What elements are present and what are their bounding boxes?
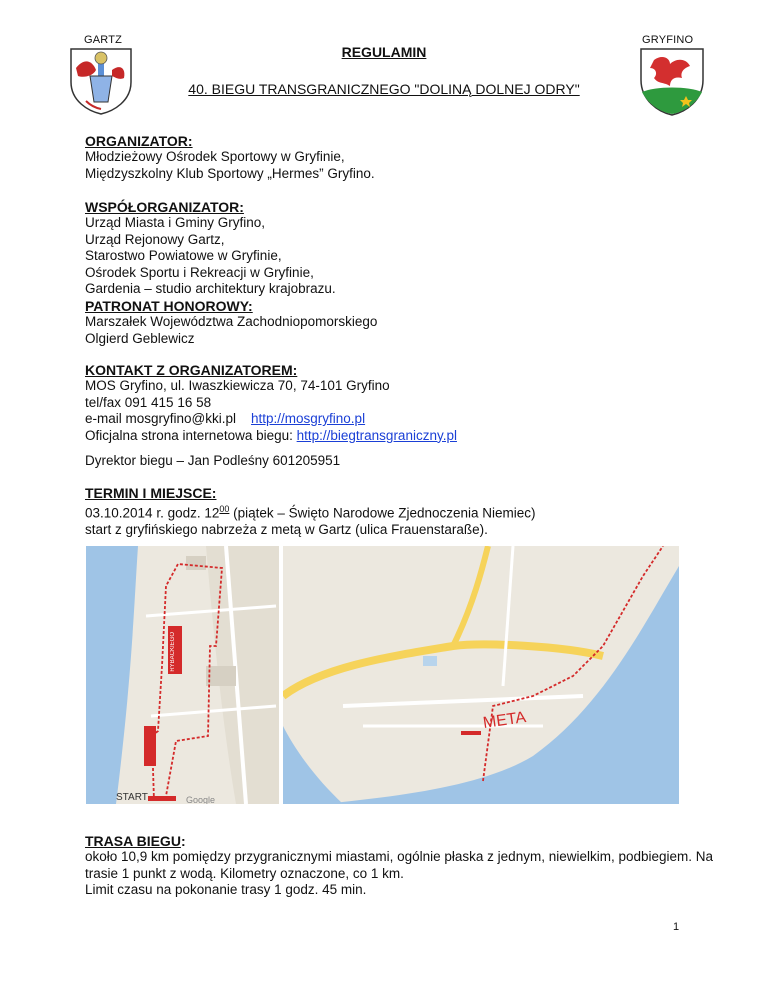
wspolorganizator-line: Urząd Rejonowy Gartz, xyxy=(85,231,225,247)
finish-label: META xyxy=(481,709,528,732)
organizator-line: Międzyszkolny Klub Sportowy „Hermes” Gryfino. xyxy=(85,165,375,181)
kontakt-email-row xyxy=(85,411,457,428)
page-number: 1 xyxy=(673,921,680,933)
organizator-line: Młodzieżowy Ośrodek Sportowy w Gryfinie, xyxy=(85,149,345,164)
wspolorganizator-line: Gardenia – studio architektury krajobrazu. xyxy=(85,281,336,296)
wspolorganizator-line: Starostwo Powiatowe w Gryfinie, xyxy=(85,248,282,263)
patronat-section xyxy=(85,298,377,347)
trasa-section xyxy=(85,833,713,899)
kontakt-phone: tel/fax 091 415 16 58 xyxy=(85,394,212,410)
left-city-label: GARTZ xyxy=(84,34,123,46)
termin-section xyxy=(85,485,536,539)
patronat-line: Marszałek Województwa Zachodniopomorskiego xyxy=(85,314,378,329)
document-title: REGULAMIN xyxy=(341,44,427,60)
google-watermark: Google xyxy=(186,795,216,804)
gryfino-route-map xyxy=(86,546,279,804)
kontakt-section xyxy=(85,362,457,444)
organizer-website-link[interactable]: http://mosgryfino.pl xyxy=(251,411,366,426)
official-site-label: Oficjalna strona internetowa biegu: xyxy=(85,427,297,443)
gartz-route-map xyxy=(283,546,679,804)
organizator-section xyxy=(85,133,375,182)
wspolorganizator-line: Ośrodek Sportu i Rekreacji w Gryfinie, xyxy=(85,264,314,280)
termin-date-row xyxy=(85,501,536,522)
official-site-link[interactable]: http://biegtransgraniczny.pl xyxy=(296,427,457,443)
termin-heading: TERMIN I MIEJSCE: xyxy=(85,485,217,501)
termin-location: start z gryfińskiego nabrzeża z metą w Gartz (ulica Frauenstaraße). xyxy=(85,522,488,537)
document-subtitle: 40. BIEGU TRANSGRANICZNEGO "DOLINĄ DOLNEJ ODRY" xyxy=(188,81,580,97)
race-director: Dyrektor biegu – Jan Podleśny 601205951 xyxy=(85,453,341,468)
trasa-heading-row xyxy=(85,833,713,849)
organizator-heading: ORGANIZATOR: xyxy=(85,133,193,149)
trasa-line: około 10,9 km pomiędzy przygranicznymi miastami, ogólnie płaska z jednym, niewielkim, podbiegiem. Na xyxy=(85,849,714,864)
official-site-row xyxy=(85,428,457,445)
trasa-line: Limit czasu na pokonanie trasy 1 godz. 45 min. xyxy=(85,882,367,897)
street-label-rybackiego: RYBACKIEGO xyxy=(170,632,176,672)
right-city-label: GRYFINO xyxy=(642,34,694,46)
termin-date: 03.10.2014 r. godz. 12 xyxy=(85,505,220,521)
kontakt-heading: KONTAKT Z ORGANIZATOREM: xyxy=(85,362,298,378)
wspolorganizator-line: Urząd Miasta i Gminy Gryfino, xyxy=(85,215,266,230)
trasa-heading-colon: : xyxy=(180,833,186,849)
patronat-line: Olgierd Geblewicz xyxy=(85,330,195,346)
gryfino-map-graphic xyxy=(86,546,279,804)
kontakt-address: MOS Gryfino, ul. Iwaszkiewicza 70, 74-101 Gryfino xyxy=(85,378,390,393)
termin-date-note: (piątek – Święto Narodowe Zjednoczenia Niemiec) xyxy=(229,505,536,521)
wspolorganizator-section xyxy=(85,199,336,298)
wspolorganizator-heading: WSPÓŁORGANIZATOR: xyxy=(85,199,244,215)
trasa-heading: TRASA BIEGU xyxy=(85,833,181,849)
termin-time-minutes: 00 xyxy=(219,504,230,514)
trasa-line: trasie 1 punkt z wodą. Kilometry oznaczone, co 1 km. xyxy=(85,865,404,881)
gartz-map-graphic xyxy=(283,546,679,804)
kontakt-email: e-mail mosgryfino@kki.pl xyxy=(85,411,236,426)
patronat-heading: PATRONAT HONOROWY: xyxy=(85,298,253,314)
start-label: START xyxy=(116,792,148,803)
